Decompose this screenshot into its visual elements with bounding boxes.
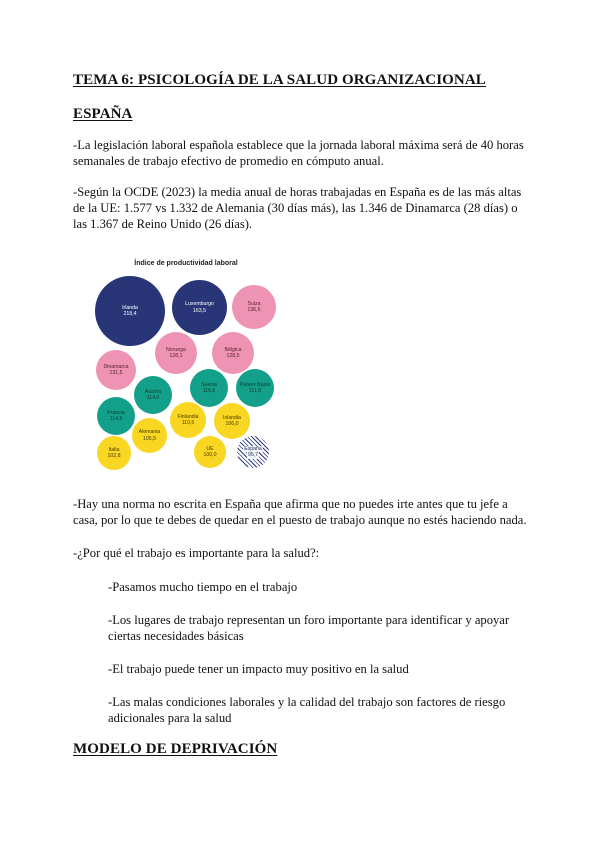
paragraph-why-work-matters: -¿Por qué el trabajo es importante para la salud?:	[73, 546, 320, 560]
document-title: TEMA 6: PSICOLOGÍA DE LA SALUD ORGANIZACIONAL	[73, 72, 486, 88]
list-item: -Pasamos mucho tiempo en el trabajo	[108, 580, 298, 594]
bubble-label: Islandia	[223, 414, 241, 421]
bubble-paises-bajos	[236, 369, 274, 407]
bubble-label: Dinamarca	[103, 363, 129, 370]
bubble-value: 100,0	[203, 452, 217, 458]
bubble-irlanda	[95, 276, 165, 346]
bubble-label: España	[244, 445, 262, 452]
bubble-value: 128,1	[169, 353, 183, 359]
bubble-suiza	[232, 285, 276, 329]
bubble-austria	[134, 376, 172, 414]
bubble-label: Luxemburgo	[185, 301, 214, 307]
bubble-value: 111,8	[248, 388, 262, 394]
bubble-value: 110,5	[181, 420, 195, 426]
bubble-label: Austria	[144, 388, 162, 395]
bubble-value: 136,5	[247, 307, 261, 313]
bubble-luxemburgo	[172, 280, 227, 335]
bubble-label: Francia	[107, 409, 125, 416]
list-item: -Las malas condiciones laborales y la calidad del trabajo son factores de riesgo adicionales para la salud	[108, 695, 506, 725]
bubble-value: 163,5	[193, 307, 206, 314]
bubble-italia	[97, 436, 131, 470]
bubble-value: 114,0	[146, 395, 160, 401]
bubble-value: 105,5	[143, 435, 156, 442]
bubble-noruega	[155, 332, 197, 374]
list-item: -Los lugares de trabajo representan un foro importante para identificar y apoyar ciertas necesidades básicas	[108, 613, 510, 643]
bubble-label: Bélgica	[224, 346, 242, 353]
list-item: -El trabajo puede tener un impacto muy positivo en la salud	[108, 662, 409, 676]
paragraph-oecd-hours: -Según la OCDE (2023) la media anual de horas trabajadas en España es de las más altas de la UE: 1.577 vs 1.332 de Alemania (30 días más), las 1.346 de Dinamarca (28 días) o las 1.367 de Reino Unido (26 días).	[73, 185, 522, 231]
bubble-francia	[97, 397, 135, 435]
bubble-label: Italia	[108, 446, 120, 453]
bubble-label: Suiza	[247, 300, 261, 307]
bubble-value: 131,5	[109, 370, 123, 376]
bubble-label: Noruega	[166, 346, 186, 353]
chart-title: Índice de productividad laboral	[134, 260, 238, 267]
bubble-value: 218,4	[123, 311, 137, 317]
bubble-value: 102,8	[107, 453, 121, 459]
bubble-label: Suecia	[201, 381, 217, 388]
bubble-label: Alemania	[138, 429, 161, 435]
bubble-value: 95,7	[247, 452, 259, 458]
bubble-label: Países Bajos	[239, 381, 271, 388]
section-heading-deprivation-model: MODELO DE DEPRIVACIÓN	[73, 741, 278, 757]
bubble-value: 106,0	[225, 421, 239, 427]
bubble-label: Irlanda	[122, 304, 138, 311]
bubble-ue	[194, 436, 226, 468]
bubble-label: UE	[206, 445, 214, 452]
bubble-label: Finlandia	[177, 413, 199, 420]
bubble-suecia	[190, 369, 228, 407]
bubble-dinamarca	[96, 350, 136, 390]
bubble-finlandia	[170, 402, 206, 438]
bubble-belgica	[212, 332, 254, 374]
paragraph-unwritten-rule: -Hay una norma no escrita en España que afirma que no puedes irte antes que tu jefe a casa, por lo que te debes de quedar en el puesto de trabajo aunque no estés haciendo nada.	[73, 497, 527, 527]
bubble-islandia	[214, 403, 250, 439]
bubble-espana	[237, 436, 269, 468]
bubble-alemania	[132, 418, 167, 453]
bubble-value: 114,8	[109, 416, 123, 422]
bubble-value: 128,5	[226, 353, 240, 359]
productivity-bubble-chart	[88, 255, 284, 475]
section-heading-spain: ESPAÑA	[73, 106, 133, 122]
bubble-value: 115,6	[202, 388, 216, 394]
paragraph-working-hours-law: -La legislación laboral española establece que la jornada laboral máxima será de 40 horas semanales de trabajo efectivo de promedio en cómputo anual.	[73, 138, 524, 168]
